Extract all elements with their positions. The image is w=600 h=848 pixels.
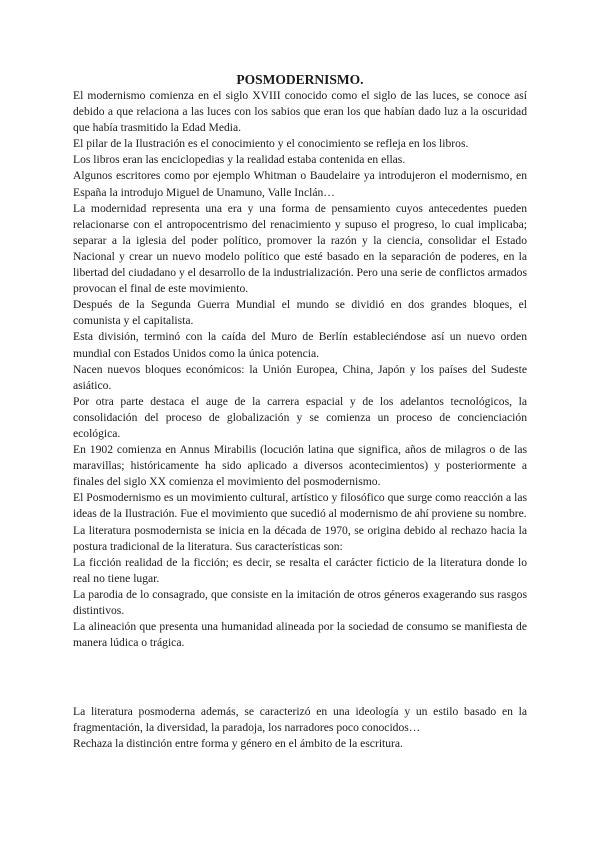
blank-space [73, 651, 527, 704]
paragraph-distincion-forma: Rechaza la distinción entre forma y género en el ámbito de la escritura. [73, 737, 403, 751]
document-title: POSMODERNISMO. [236, 72, 364, 87]
paragraph-pilar-ilustracion: El pilar de la Ilustración es el conocimiento y el conocimiento se refleja en los libros. [73, 137, 469, 151]
paragraph-libros-enciclopedias: Los libros eran las enciclopedias y la realidad estaba contenida en ellas. [73, 153, 406, 167]
paragraph-alineacion: La alineación que presenta una humanidad alineada por la sociedad de consumo se manifiesta de manera lúdica o trágica. [73, 620, 527, 650]
paragraph-muro-berlin: Esta división, terminó con la caída del Muro de Berlín estableciéndose así un nuevo orden mundial con Estados Unidos como la única potencia. [73, 330, 527, 360]
paragraph-annus-mirabilis: En 1902 comienza en Annus Mirabilis (locución latina que significa, años de milagros o de las maravillas; históricamente ha sido aplicado a diversos acontecimientos) y posteriormente a finales del siglo XX comienza el movimiento del posmodernismo. [73, 443, 527, 489]
paragraph-ficcion: La ficción realidad de la ficción; es decir, se resalta el carácter ficticio de la literatura donde lo real no tiene lugar. [73, 555, 527, 585]
paragraph-carrera-espacial: Por otra parte destaca el auge de la carrera espacial y de los adelantos tecnológicos, la consolidación del proceso de globalización y se comienza un proceso de concienciación ecológica. [73, 394, 527, 440]
paragraph-modernismo-origen: El modernismo comienza en el siglo XVIII conocido como el siglo de las luces, se conoce así debido a que relaciona a las luces con los sabios que eran los que habían dado luz a la oscuridad que había trasmitido la Edad Media. [73, 89, 527, 135]
paragraph-bloques-economicos: Nacen nuevos bloques económicos: la Unión Europea, China, Japón y los países del Sudeste asiático. [73, 362, 527, 392]
document-page [73, 71, 527, 753]
paragraph-escritores: Algunos escritores como por ejemplo Whitman o Baudelaire ya introdujeron el modernismo, en España la introdujo Miguel de Unamuno, Valle Inclán… [73, 169, 527, 199]
paragraph-parodia: La parodia de lo consagrado, que consiste en la imitación de otros géneros exagerando sus rasgos distintivos. [73, 587, 527, 617]
paragraph-modernidad: La modernidad representa una era y una forma de pensamiento cuyos antecedentes pueden relacionarse con el antropocentrismo del renacimiento y supuso el progreso, lo cual implicaba; separar a la iglesia del poder político, promover la razón y la ciencia, consolidar el Estado Nacional y crear un nuevo modelo político que esté basado en la separación de poderes, en la libertad del ciudadano y el desarrollo de la industrialización. Pero una serie de conflictos armados provocan el final de este movimiento. [73, 201, 527, 296]
paragraph-posmodernismo-definicion: El Posmodernismo es un movimiento cultural, artístico y filosófico que surge como reacción a las ideas de la Ilustración. Fue el movimiento que sucedió al modernismo de ahí proviene su nombre. [73, 491, 527, 521]
paragraph-literatura-posmodernista: La literatura posmodernista se inicia en la década de 1970, se origina debido al rechazo hacia la postura tradicional de la literatura. Sus características son: [73, 523, 527, 553]
paragraph-segunda-guerra: Después de la Segunda Guerra Mundial el mundo se dividió en dos grandes bloques, el comunista y el capitalista. [73, 298, 527, 328]
paragraph-literatura-posmoderna: La literatura posmoderna además, se caracterizó en una ideología y un estilo basado en la fragmentación, la diversidad, la paradoja, los narradores poco conocidos… [73, 705, 527, 735]
